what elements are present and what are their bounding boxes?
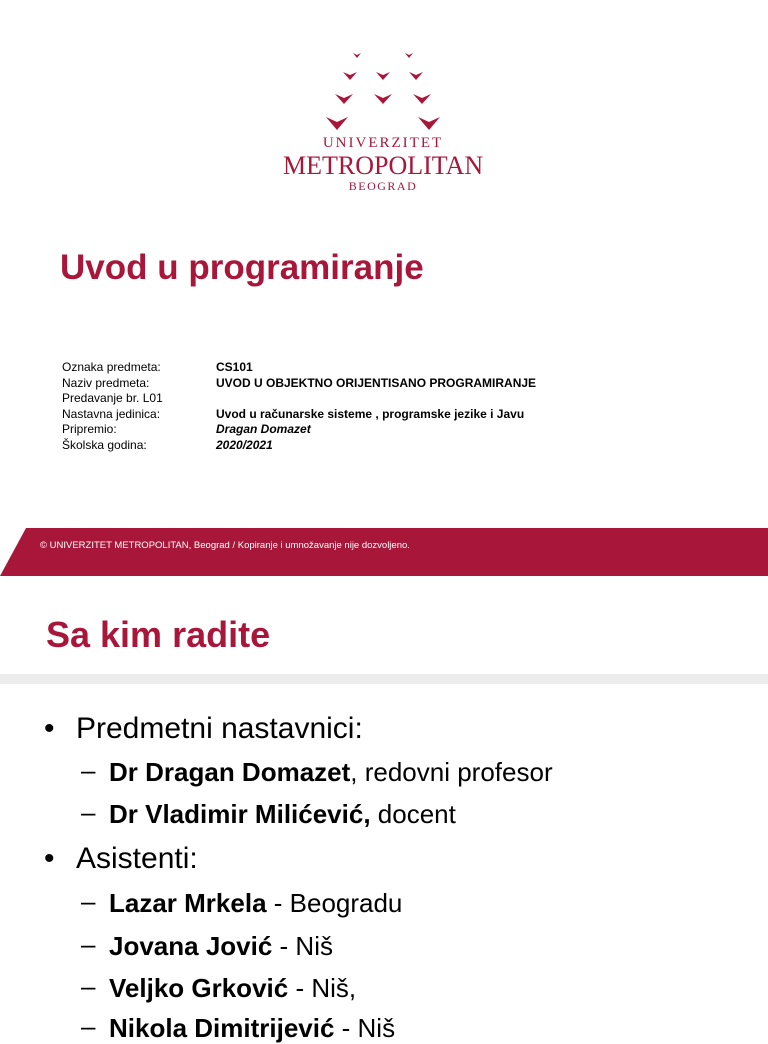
slide-title: Sa kim radite xyxy=(46,614,271,655)
sub-item xyxy=(81,755,553,788)
person-location: - Niš xyxy=(334,1013,396,1043)
logo-text-metropolitan: METROPOLITAN xyxy=(283,151,484,180)
sub-item xyxy=(81,1011,396,1044)
person-name: Lazar Mrkela xyxy=(109,888,267,918)
bullet-text: Predmetni nastavnici: xyxy=(76,712,363,745)
info-label: Pripremio: xyxy=(62,422,117,436)
footer-shape xyxy=(0,528,768,576)
person-location: - Beogradu xyxy=(266,888,403,918)
dash-icon: – xyxy=(81,929,96,959)
info-value: CS101 xyxy=(216,360,253,374)
header-divider xyxy=(0,674,768,684)
info-label: Oznaka predmeta: xyxy=(62,360,161,374)
chevrons-emblem-icon xyxy=(283,40,483,140)
info-value: Uvod u računarske sisteme , programske jezike i Javu xyxy=(216,406,525,421)
bullet-item xyxy=(44,842,198,876)
team-slide xyxy=(0,576,768,1043)
info-label: Naziv predmeta: xyxy=(62,375,150,390)
sub-item xyxy=(81,797,456,830)
person-role: , redovni profesor xyxy=(350,757,553,787)
info-label: Predavanje br. L01 xyxy=(62,391,163,405)
copyright-notice: © UNIVERZITET METROPOLITAN, Beograd / Kopiranje i umnožavanje nije dozvoljeno. xyxy=(40,540,410,551)
logo-text-beograd: BEOGRAD xyxy=(348,179,418,193)
bullet-icon: • xyxy=(44,712,55,745)
dash-icon: – xyxy=(81,1011,96,1041)
logo-text-univerzitet: UNIVERZITET xyxy=(322,135,444,151)
sub-item xyxy=(81,929,333,962)
person-name: Dr Dragan Domazet xyxy=(109,757,351,787)
slide-header xyxy=(0,576,768,672)
info-value: Dragan Domazet xyxy=(216,422,311,436)
course-title: Uvod u programiranje xyxy=(60,248,424,287)
person-name: Dr Vladimir Milićević, xyxy=(109,799,371,829)
bullet-text: Asistenti: xyxy=(76,842,198,875)
sub-item xyxy=(81,971,357,1004)
person-location: - Niš, xyxy=(288,973,357,1003)
info-label: Školska godina: xyxy=(62,437,147,452)
info-label: Nastavna jedinica: xyxy=(62,406,161,421)
footer-bar xyxy=(0,528,768,576)
person-name: Nikola Dimitrijević xyxy=(109,1013,335,1043)
bullet-item xyxy=(44,712,363,746)
person-name: Jovana Jović xyxy=(109,931,273,961)
university-logo xyxy=(283,40,483,200)
dash-icon: – xyxy=(81,971,96,1001)
info-value: UVOD U OBJEKTNO ORIJENTISANO PROGRAMIRANJE xyxy=(216,375,537,390)
dash-icon: – xyxy=(81,797,96,827)
info-value: 2020/2021 xyxy=(216,437,273,452)
person-role: docent xyxy=(370,799,456,829)
bullet-icon: • xyxy=(44,842,55,875)
person-location: - Niš xyxy=(272,931,333,961)
dash-icon: – xyxy=(81,886,96,916)
dash-icon: – xyxy=(81,755,96,785)
person-name: Veljko Grković xyxy=(109,973,289,1003)
sub-item xyxy=(81,886,403,919)
